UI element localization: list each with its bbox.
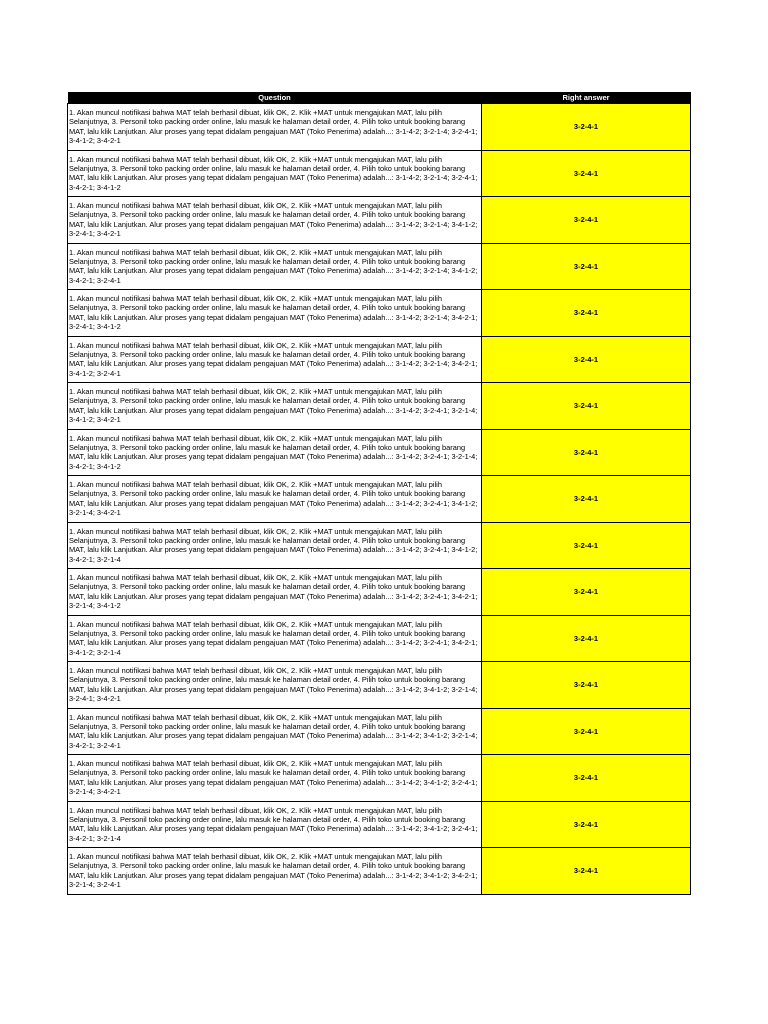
question-cell: 1. Akan muncul notifikasi bahwa MAT telah berhasil dibuat, klik OK, 2. Klik +MAT untuk mengajukan MAT, lalu pilih Selanjutnya, 3. Personil toko packing order online, lalu masuk ke halaman detail order, 4. Pilih toko untuk booking barang MAT, lalu klik Lanjutkan. Alur proses yang tepat didalam pengajuan MAT (Toko Penerima) adalah...: 3-1-4-2; 3-2-1-4; 3-4-2-1; 3-4-1-2; 3-2-4-1	[68, 336, 482, 383]
answer-cell: 3-2-4-1	[482, 755, 691, 802]
answer-cell: 3-2-4-1	[482, 569, 691, 616]
table-row	[68, 290, 691, 337]
question-cell: 1. Akan muncul notifikasi bahwa MAT telah berhasil dibuat, klik OK, 2. Klik +MAT untuk mengajukan MAT, lalu pilih Selanjutnya, 3. Personil toko packing order online, lalu masuk ke halaman detail order, 4. Pilih toko untuk booking barang MAT, lalu klik Lanjutkan. Alur proses yang tepat didalam pengajuan MAT (Toko Penerima) adalah...: 3-1-4-2; 3-2-4-1; 3-4-2-1; 3-4-1-2; 3-2-1-4	[68, 615, 482, 662]
table-row	[68, 615, 691, 662]
answer-cell: 3-2-4-1	[482, 615, 691, 662]
question-cell: 1. Akan muncul notifikasi bahwa MAT telah berhasil dibuat, klik OK, 2. Klik +MAT untuk mengajukan MAT, lalu pilih Selanjutnya, 3. Personil toko packing order online, lalu masuk ke halaman detail order, 4. Pilih toko untuk booking barang MAT, lalu klik Lanjutkan. Alur proses yang tepat didalam pengajuan MAT (Toko Penerima) adalah...: 3-1-4-2; 3-2-1-4; 3-2-4-1; 3-4-1-2; 3-4-2-1	[68, 104, 482, 151]
table-row	[68, 848, 691, 895]
header-row	[68, 92, 691, 104]
table-row	[68, 569, 691, 616]
question-cell: 1. Akan muncul notifikasi bahwa MAT telah berhasil dibuat, klik OK, 2. Klik +MAT untuk mengajukan MAT, lalu pilih Selanjutnya, 3. Personil toko packing order online, lalu masuk ke halaman detail order, 4. Pilih toko untuk booking barang MAT, lalu klik Lanjutkan. Alur proses yang tepat didalam pengajuan MAT (Toko Penerima) adalah...: 3-1-4-2; 3-2-4-1; 3-4-1-2; 3-2-1-4; 3-4-2-1	[68, 476, 482, 523]
question-cell: 1. Akan muncul notifikasi bahwa MAT telah berhasil dibuat, klik OK, 2. Klik +MAT untuk mengajukan MAT, lalu pilih Selanjutnya, 3. Personil toko packing order online, lalu masuk ke halaman detail order, 4. Pilih toko untuk booking barang MAT, lalu klik Lanjutkan. Alur proses yang tepat didalam pengajuan MAT (Toko Penerima) adalah...: 3-1-4-2; 3-2-1-4; 3-4-1-2; 3-2-4-1; 3-4-2-1	[68, 197, 482, 244]
table-row	[68, 755, 691, 802]
question-cell: 1. Akan muncul notifikasi bahwa MAT telah berhasil dibuat, klik OK, 2. Klik +MAT untuk mengajukan MAT, lalu pilih Selanjutnya, 3. Personil toko packing order online, lalu masuk ke halaman detail order, 4. Pilih toko untuk booking barang MAT, lalu klik Lanjutkan. Alur proses yang tepat didalam pengajuan MAT (Toko Penerima) adalah...: 3-1-4-2; 3-4-1-2; 3-2-1-4; 3-4-2-1; 3-2-4-1	[68, 708, 482, 755]
table-body	[68, 104, 691, 895]
question-cell: 1. Akan muncul notifikasi bahwa MAT telah berhasil dibuat, klik OK, 2. Klik +MAT untuk mengajukan MAT, lalu pilih Selanjutnya, 3. Personil toko packing order online, lalu masuk ke halaman detail order, 4. Pilih toko untuk booking barang MAT, lalu klik Lanjutkan. Alur proses yang tepat didalam pengajuan MAT (Toko Penerima) adalah...: 3-1-4-2; 3-2-1-4; 3-2-4-1; 3-4-2-1; 3-4-1-2	[68, 150, 482, 197]
answer-cell: 3-2-4-1	[482, 104, 691, 151]
answer-cell: 3-2-4-1	[482, 290, 691, 337]
answer-cell: 3-2-4-1	[482, 801, 691, 848]
answer-cell: 3-2-4-1	[482, 197, 691, 244]
answer-cell: 3-2-4-1	[482, 848, 691, 895]
answer-cell: 3-2-4-1	[482, 662, 691, 709]
answer-cell: 3-2-4-1	[482, 243, 691, 290]
table-row	[68, 476, 691, 523]
question-cell: 1. Akan muncul notifikasi bahwa MAT telah berhasil dibuat, klik OK, 2. Klik +MAT untuk mengajukan MAT, lalu pilih Selanjutnya, 3. Personil toko packing order online, lalu masuk ke halaman detail order, 4. Pilih toko untuk booking barang MAT, lalu klik Lanjutkan. Alur proses yang tepat didalam pengajuan MAT (Toko Penerima) adalah...: 3-1-4-2; 3-2-1-4; 3-4-2-1; 3-2-4-1; 3-4-1-2	[68, 290, 482, 337]
table-row	[68, 429, 691, 476]
table-row	[68, 522, 691, 569]
table-row	[68, 336, 691, 383]
question-cell: 1. Akan muncul notifikasi bahwa MAT telah berhasil dibuat, klik OK, 2. Klik +MAT untuk mengajukan MAT, lalu pilih Selanjutnya, 3. Personil toko packing order online, lalu masuk ke halaman detail order, 4. Pilih toko untuk booking barang MAT, lalu klik Lanjutkan. Alur proses yang tepat didalam pengajuan MAT (Toko Penerima) adalah...: 3-1-4-2; 3-2-4-1; 3-4-2-1; 3-2-1-4; 3-4-1-2	[68, 569, 482, 616]
table-row	[68, 243, 691, 290]
table-row	[68, 662, 691, 709]
question-cell: 1. Akan muncul notifikasi bahwa MAT telah berhasil dibuat, klik OK, 2. Klik +MAT untuk mengajukan MAT, lalu pilih Selanjutnya, 3. Personil toko packing order online, lalu masuk ke halaman detail order, 4. Pilih toko untuk booking barang MAT, lalu klik Lanjutkan. Alur proses yang tepat didalam pengajuan MAT (Toko Penerima) adalah...: 3-1-4-2; 3-4-1-2; 3-4-2-1; 3-2-1-4; 3-2-4-1	[68, 848, 482, 895]
question-cell: 1. Akan muncul notifikasi bahwa MAT telah berhasil dibuat, klik OK, 2. Klik +MAT untuk mengajukan MAT, lalu pilih Selanjutnya, 3. Personil toko packing order online, lalu masuk ke halaman detail order, 4. Pilih toko untuk booking barang MAT, lalu klik Lanjutkan. Alur proses yang tepat didalam pengajuan MAT (Toko Penerima) adalah...: 3-1-4-2; 3-2-4-1; 3-4-1-2; 3-4-2-1; 3-2-1-4	[68, 522, 482, 569]
question-cell: 1. Akan muncul notifikasi bahwa MAT telah berhasil dibuat, klik OK, 2. Klik +MAT untuk mengajukan MAT, lalu pilih Selanjutnya, 3. Personil toko packing order online, lalu masuk ke halaman detail order, 4. Pilih toko untuk booking barang MAT, lalu klik Lanjutkan. Alur proses yang tepat didalam pengajuan MAT (Toko Penerima) adalah...: 3-1-4-2; 3-2-4-1; 3-2-1-4; 3-4-1-2; 3-4-2-1	[68, 383, 482, 430]
table-row	[68, 150, 691, 197]
question-cell: 1. Akan muncul notifikasi bahwa MAT telah berhasil dibuat, klik OK, 2. Klik +MAT untuk mengajukan MAT, lalu pilih Selanjutnya, 3. Personil toko packing order online, lalu masuk ke halaman detail order, 4. Pilih toko untuk booking barang MAT, lalu klik Lanjutkan. Alur proses yang tepat didalam pengajuan MAT (Toko Penerima) adalah...: 3-1-4-2; 3-4-1-2; 3-2-4-1; 3-4-2-1; 3-2-1-4	[68, 801, 482, 848]
answer-cell: 3-2-4-1	[482, 336, 691, 383]
question-cell: 1. Akan muncul notifikasi bahwa MAT telah berhasil dibuat, klik OK, 2. Klik +MAT untuk mengajukan MAT, lalu pilih Selanjutnya, 3. Personil toko packing order online, lalu masuk ke halaman detail order, 4. Pilih toko untuk booking barang MAT, lalu klik Lanjutkan. Alur proses yang tepat didalam pengajuan MAT (Toko Penerima) adalah...: 3-1-4-2; 3-2-4-1; 3-2-1-4; 3-4-2-1; 3-4-1-2	[68, 429, 482, 476]
answer-cell: 3-2-4-1	[482, 522, 691, 569]
table-row	[68, 104, 691, 151]
right-answer-column-header: Right answer	[482, 92, 691, 104]
question-cell: 1. Akan muncul notifikasi bahwa MAT telah berhasil dibuat, klik OK, 2. Klik +MAT untuk mengajukan MAT, lalu pilih Selanjutnya, 3. Personil toko packing order online, lalu masuk ke halaman detail order, 4. Pilih toko untuk booking barang MAT, lalu klik Lanjutkan. Alur proses yang tepat didalam pengajuan MAT (Toko Penerima) adalah...: 3-1-4-2; 3-4-1-2; 3-2-1-4; 3-2-4-1; 3-4-2-1	[68, 662, 482, 709]
answer-cell: 3-2-4-1	[482, 708, 691, 755]
table-row	[68, 197, 691, 244]
question-answer-table	[67, 92, 691, 895]
question-column-header: Question	[68, 92, 482, 104]
question-cell: 1. Akan muncul notifikasi bahwa MAT telah berhasil dibuat, klik OK, 2. Klik +MAT untuk mengajukan MAT, lalu pilih Selanjutnya, 3. Personil toko packing order online, lalu masuk ke halaman detail order, 4. Pilih toko untuk booking barang MAT, lalu klik Lanjutkan. Alur proses yang tepat didalam pengajuan MAT (Toko Penerima) adalah...: 3-1-4-2; 3-2-1-4; 3-4-1-2; 3-4-2-1; 3-2-4-1	[68, 243, 482, 290]
table-row	[68, 801, 691, 848]
question-cell: 1. Akan muncul notifikasi bahwa MAT telah berhasil dibuat, klik OK, 2. Klik +MAT untuk mengajukan MAT, lalu pilih Selanjutnya, 3. Personil toko packing order online, lalu masuk ke halaman detail order, 4. Pilih toko untuk booking barang MAT, lalu klik Lanjutkan. Alur proses yang tepat didalam pengajuan MAT (Toko Penerima) adalah...: 3-1-4-2; 3-4-1-2; 3-2-4-1; 3-2-1-4; 3-4-2-1	[68, 755, 482, 802]
answer-cell: 3-2-4-1	[482, 383, 691, 430]
table-row	[68, 708, 691, 755]
answer-cell: 3-2-4-1	[482, 429, 691, 476]
answer-cell: 3-2-4-1	[482, 150, 691, 197]
table-row	[68, 383, 691, 430]
answer-cell: 3-2-4-1	[482, 476, 691, 523]
